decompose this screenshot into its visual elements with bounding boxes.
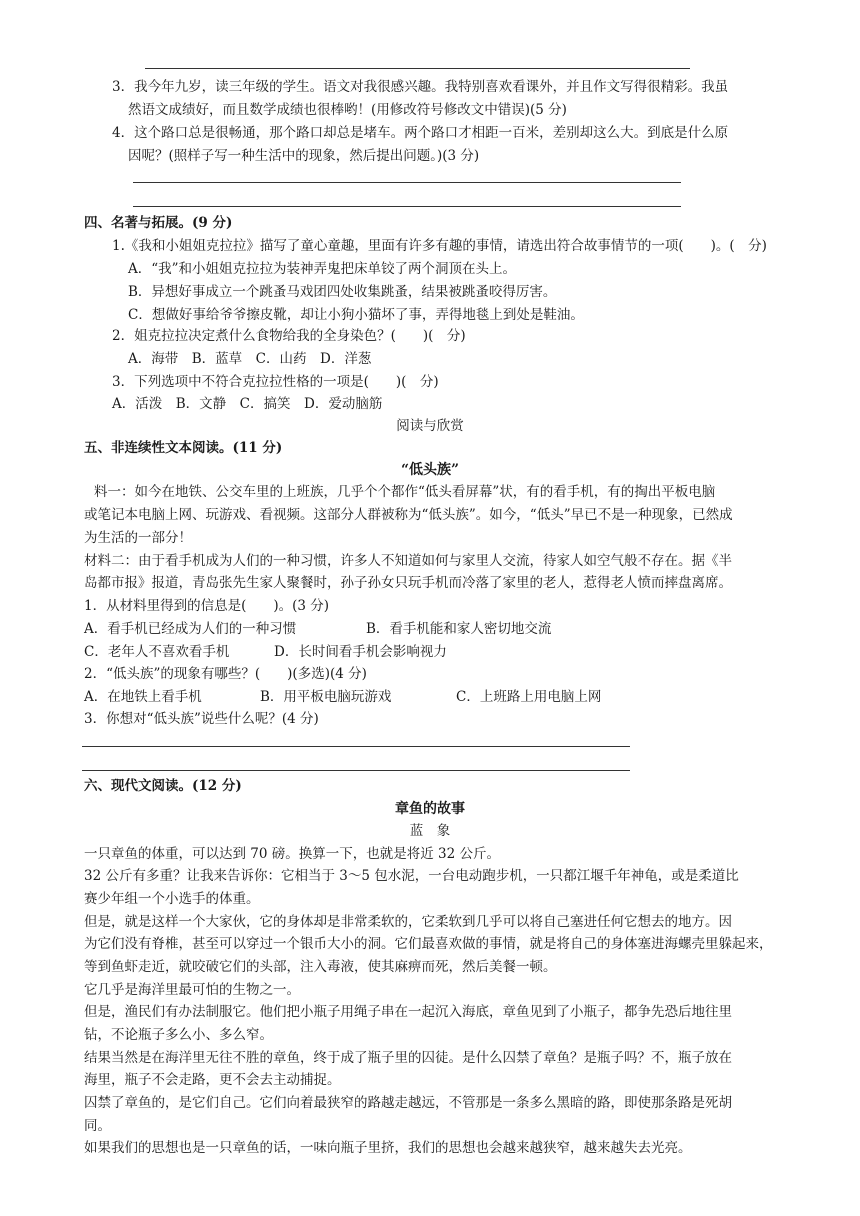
reading-divider-title: 阅读与欣赏 <box>396 418 464 434</box>
s4-q2-options: A．海带 B．蓝草 C．山药 D．洋葱 <box>128 351 372 367</box>
s6-paragraph-line: 同。 <box>84 1118 111 1134</box>
s6-paragraph-line: 为它们没有脊椎，甚至可以穿过一个银币大小的洞。它们最喜欢做的事情，就是将自己的身体塞进海螺壳里躲起来， <box>84 936 773 952</box>
s4-question-2: 2．姐克拉拉决定煮什么食物给我的全身染色？( )( 分) <box>112 328 466 344</box>
s6-paragraph-line: 钻，不论瓶子多么小、多么窄。 <box>84 1027 273 1043</box>
s4-q3-options: A．活泼 B．文静 C．搞笑 D．爱动脑筋 <box>112 396 383 412</box>
answer-line <box>133 182 681 183</box>
s4-q1-option-a: A．“我”和小姐姐克拉拉为装神弄鬼把床单铰了两个洞顶在头上。 <box>128 261 517 277</box>
s5-question-3: 3．你想对“低头族”说些什么呢？(4 分) <box>84 711 319 727</box>
s6-paragraph-line: 等到鱼虾走近，就咬破它们的头部，注入毒液，使其麻痹而死，然后美餐一顿。 <box>84 959 557 975</box>
s6-paragraph-line: 赛少年组一个小选手的体重。 <box>84 891 260 907</box>
s5-q1-option-b: B．看手机能和家人密切地交流 <box>366 621 552 637</box>
q3-line-2: 然语文成绩好，而且数学成绩也很棒哟！(用修改符号修改文中错误)(5 分) <box>128 102 567 118</box>
s5-material-1-line: 为生活的一部分！ <box>84 530 192 546</box>
answer-line <box>133 206 681 207</box>
section-5-heading: 五、非连续性文本阅读。(11 分) <box>84 440 283 456</box>
q4-line-2: 因呢？(照样子写一种生活中的现象，然后提出问题。)(3 分) <box>128 148 480 164</box>
s4-question-3: 3．下列选项中不符合克拉拉性格的一项是( )( 分) <box>112 374 439 390</box>
s4-question-1: 1.《我和小姐姐克拉拉》描写了童心童趣，里面有许多有趣的事情，请选出符合故事情节的一项( )。( 分) <box>112 238 767 254</box>
q4-line-1: 4．这个路口总是很畅通，那个路口却总是堵车。两个路口才相距一百米，差别却这么大。到底是什么原 <box>112 125 729 141</box>
s6-passage-title: 章鱼的故事 <box>395 801 465 817</box>
s6-passage-author: 蓝 象 <box>409 823 451 839</box>
s5-q2-option-c: C．上班路上用电脑上网 <box>456 689 602 705</box>
s5-q1-option-a: A．看手机已经成为人们的一种习惯 <box>84 621 297 637</box>
s4-q1-option-c: C．想做好事给爷爷擦皮靴，却让小狗小猫坏了事，弄得地毯上到处是鞋油。 <box>128 307 584 323</box>
s5-q1-option-c: C．老年人不喜欢看手机 <box>84 644 230 660</box>
s5-material-2-line: 岛都市报》报道，青岛张先生家人聚餐时，孙子孙女只玩手机而冷落了家里的老人，惹得老人愤而摔盘离席。 <box>84 575 732 591</box>
s6-paragraph-line: 但是，就是这样一个大家伙，它的身体却是非常柔软的，它柔软到几乎可以将自己塞进任何它想去的地方。因 <box>84 914 732 930</box>
s5-question-2: 2．“低头族”的现象有哪些？( )(多选)(4 分) <box>84 666 367 682</box>
s6-paragraph-line: 它几乎是海洋里最可怕的生物之一。 <box>84 982 300 998</box>
section-6-heading: 六、现代文阅读。(12 分) <box>84 778 242 794</box>
section-4-heading: 四、名著与拓展。(9 分) <box>84 215 233 231</box>
s6-paragraph-line: 但是，渔民们有办法制服它。他们把小瓶子用绳子串在一起沉入海底，章鱼见到了小瓶子，都争先恐后地往里 <box>84 1004 732 1020</box>
s5-passage-title: “低头族” <box>400 462 460 478</box>
s6-paragraph-line: 一只章鱼的体重，可以达到 70 磅。换算一下，也就是将近 32 公斤。 <box>84 846 501 862</box>
s6-paragraph-line: 如果我们的思想也是一只章鱼的话，一味向瓶子里挤，我们的思想也会越来越狭窄，越来越失去光亮。 <box>84 1140 692 1156</box>
s5-q2-option-a: A．在地铁上看手机 <box>84 689 202 705</box>
answer-line <box>82 770 630 771</box>
s5-material-1-line: 料一：如今在地铁、公交车里的上班族，几乎个个都作“低头看屏幕”状，有的看手机，有的掏出平板电脑 <box>94 484 716 500</box>
s6-paragraph-line: 海里，瓶子不会走路，更不会去主动捕捉。 <box>84 1072 341 1088</box>
s5-q2-option-b: B．用平板电脑玩游戏 <box>260 689 392 705</box>
s5-material-1-line: 或笔记本电脑上网、玩游戏、看视频。这部分人群被称为“低头族”。如今，“低头”早已不是一种现象，已然成 <box>84 507 733 523</box>
s6-paragraph-line: 结果当然是在海洋里无往不胜的章鱼，终于成了瓶子里的囚徒。是什么囚禁了章鱼？是瓶子吗？不，瓶子放在 <box>84 1050 732 1066</box>
answer-line-top <box>145 68 690 69</box>
s5-material-2-line: 材料二：由于看手机成为人们的一种习惯，许多人不知道如何与家里人交流，待家人如空气般不存在。据《半 <box>84 553 732 569</box>
s6-paragraph-line: 32 公斤有多重？让我来告诉你：它相当于 3～5 包水泥，一台电动跑步机，一只都江堰千年神龟，或是柔道比 <box>84 868 739 884</box>
answer-line <box>82 746 630 747</box>
s6-paragraph-line: 囚禁了章鱼的，是它们自己。它们向着最狭窄的路越走越远，不管那是一条多么黑暗的路，即使那条路是死胡 <box>84 1095 732 1111</box>
q3-line-1: 3．我今年九岁，读三年级的学生。语文对我很感兴趣。我特别喜欢看课外，并且作文写得很精彩。我虽 <box>112 79 729 95</box>
s5-q1-option-d: D．长时间看手机会影响视力 <box>274 644 447 660</box>
s5-question-1: 1．从材料里得到的信息是( )。(3 分) <box>84 598 330 614</box>
s4-q1-option-b: B．异想好事成立一个跳蚤马戏团四处收集跳蚤，结果被跳蚤咬得厉害。 <box>128 284 557 300</box>
